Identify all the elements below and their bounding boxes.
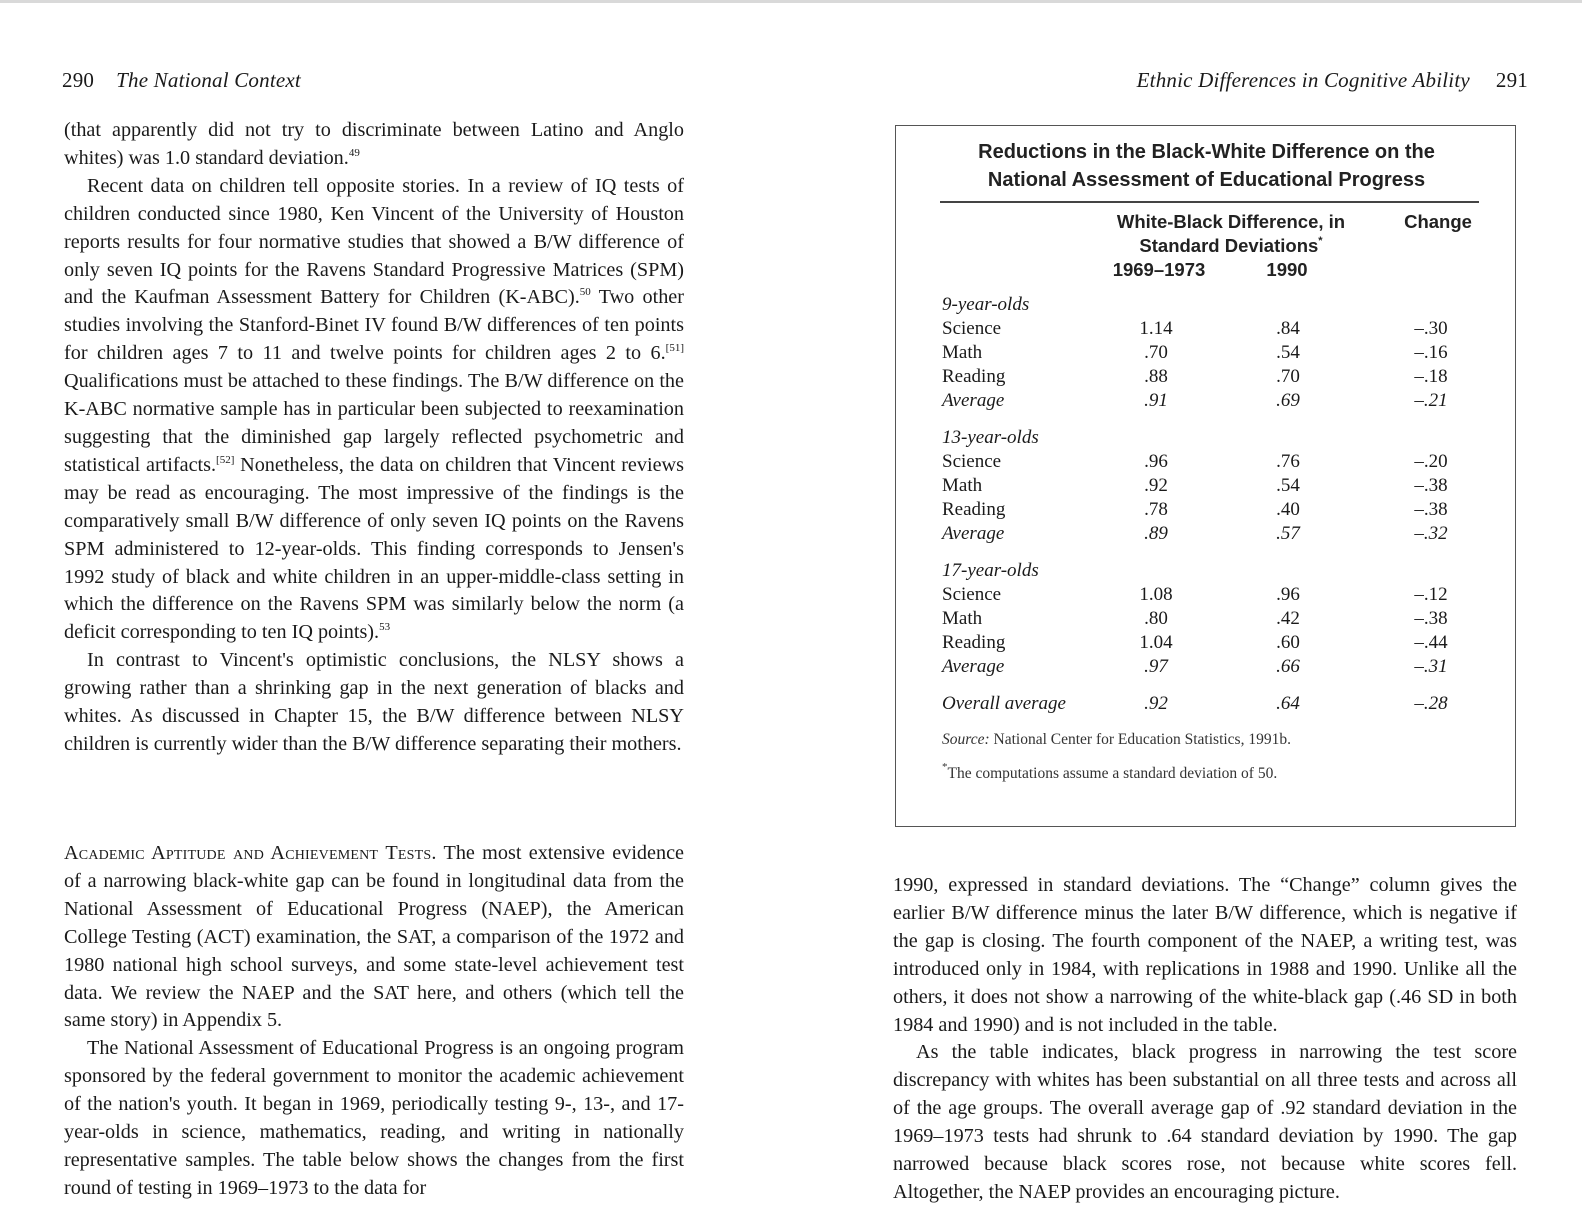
table-row-average: Average .89 .57 –.32 xyxy=(942,523,1448,544)
paragraph: (that apparently did not try to discriminate between Latino and Anglo whites) was 1.0 standard deviation.$^{49}$ xyxy=(64,119,684,169)
column-header-year1: 1969–1973 xyxy=(1112,259,1206,280)
column-header-change: Change xyxy=(1404,211,1472,232)
table-rule xyxy=(940,201,1479,203)
table-row: Reading .78 .40 –.38 xyxy=(942,499,1448,520)
table-row: Math .92 .54 –.38 xyxy=(942,475,1448,496)
right-running-title: Ethnic Differences in Cognitive Ability xyxy=(1136,68,1470,92)
column-header-difference: White-Black Difference, in Standard Deviations* xyxy=(1116,211,1346,256)
table-footnote: *The computations assume a standard deviation of 50. xyxy=(942,761,1278,782)
right-page-body xyxy=(893,872,1517,1207)
table-row-overall: Overall average .92 .64 –.28 xyxy=(942,693,1448,714)
group-label: 9-year-olds xyxy=(942,294,1030,315)
table-row-average: Average .91 .69 –.21 xyxy=(942,390,1448,411)
table-row: Science 1.08 .96 –.12 xyxy=(942,584,1448,605)
table-row: Math .80 .42 –.38 xyxy=(942,608,1448,629)
table-row-average: Average .97 .66 –.31 xyxy=(942,656,1448,677)
note-ref: 53 xyxy=(379,621,391,634)
left-page-number: 290 xyxy=(62,68,95,92)
column-header-year2: 1990 xyxy=(1266,259,1308,280)
table-row: Reading .88 .70 –.18 xyxy=(942,366,1448,387)
paragraph: 1990, expressed in standard deviations. The “Change” column gives the earlier B/W difference minus the later B/W difference, which is negative if the gap is closing. The fourth component of the NAEP, a writing test, was introduced only in 1984, with replications in 1988 and 1990. Unlike all the others, it does not show a narrowing of the white-black gap (.46 SD in both 1984 and 1990) and is not included in the table. xyxy=(893,874,1517,1036)
section-heading: Academic Aptitude and Achievement Tests. xyxy=(64,842,437,864)
paragraph: Academic Aptitude and Achievement Tests. The most extensive evidence of a narrowing black-white gap can be found in longitudinal data from the National Assessment of Educational Progress (NAEP), the American College Testing (ACT) examination, the SAT, a comparison of the 1972 and 1980 national high school surveys, and some state-level achievement test data. We review the NAEP and the SAT here, and others (which tell the same story) in Appendix 5. xyxy=(64,842,684,1032)
paragraph: As the table indicates, black progress in narrowing the test score discrepancy with whites has been substantial on all three tests and across all of the age groups. The overall average gap of .92 standard deviation in the 1969–1973 tests had shrunk to .64 standard deviation by 1990. The gap narrowed because black scores rose, not because white scores fell. Altogether, the NAEP provides an encouraging picture. xyxy=(893,1041,1517,1203)
table-title: Reductions in the Black-White Difference on the National Assessment of Educational Progress xyxy=(978,141,1435,191)
paragraph: In contrast to Vincent's optimistic conclusions, the NLSY shows a growing rather than a shrinking gap in the next generation of blacks and whites. As discussed in Chapter 15, the B/W difference between NLSY children is currently wider than the B/W difference separating their mothers. xyxy=(64,649,684,755)
paragraph: The National Assessment of Educational Progress is an ongoing program sponsored by the federal government to monitor the academic achievement of the nation's youth. It began in 1969, periodically testing 9-, 13-, and 17-year-olds in science, mathematics, reading, and writing in nationally representative samples. The table below shows the changes from the first round of testing in 1969–1973 to the data for xyxy=(64,1037,684,1199)
group-label: 13-year-olds xyxy=(942,427,1039,448)
paragraph: Recent data on children tell opposite stories. In a review of IQ tests of children conducted since 1980, Ken Vincent of the University of Houston reports results for four normative studies that showed a B/W difference of only seven IQ points for the Ravens Standard Progressive Matrices (SPM) and the Kaufman Assessment Battery for Children (K-ABC).$^{50}$ Two other studies involving the Stanford-Binet IV found B/W differences of ten points for children ages 7 to 11 and twelve points for children ages 2 to 6.[51] Qualifications must be attached to these findings. The B/W difference on the K-ABC normative sample has in particular been subjected to reexamination suggesting that the diminished gap largely reflected psychometric and statistical artifacts.[52] Nonetheless, the data on children that Vincent reviews may be read as encouraging. The most impressive of the findings is the comparatively small B/W difference of only seven IQ points on the Ravens SPM administered to 12-year-olds. This finding corresponds to Jensen's 1992 study of black and white children in an upper-middle-class setting in which the difference on the Ravens SPM was similarly below the norm (a deficit corresponding to ten IQ points).$^{53}$ xyxy=(64,174,684,644)
left-page-body-bottom xyxy=(64,840,684,1203)
table-row: Math .70 .54 –.16 xyxy=(942,342,1448,363)
left-running-title: The National Context xyxy=(116,68,301,92)
left-running-head xyxy=(62,68,301,93)
table-row: Science .96 .76 –.20 xyxy=(942,451,1448,472)
table-row: Reading 1.04 .60 –.44 xyxy=(942,632,1448,653)
right-page-number: 291 xyxy=(1495,68,1528,92)
right-running-head xyxy=(1137,68,1528,93)
note-ref: [51] xyxy=(665,342,684,355)
group-label: 17-year-olds xyxy=(942,560,1039,581)
note-ref: 49 xyxy=(348,146,360,159)
note-ref: 50 xyxy=(579,286,591,299)
page-top-edge xyxy=(0,0,1582,3)
table-source: Source: National Center for Education Statistics, 1991b. xyxy=(942,731,1291,748)
note-ref: [52] xyxy=(216,453,235,466)
left-page-body-top xyxy=(64,117,684,759)
naep-table xyxy=(895,125,1516,827)
table-row: Science 1.14 .84 –.30 xyxy=(942,318,1448,339)
